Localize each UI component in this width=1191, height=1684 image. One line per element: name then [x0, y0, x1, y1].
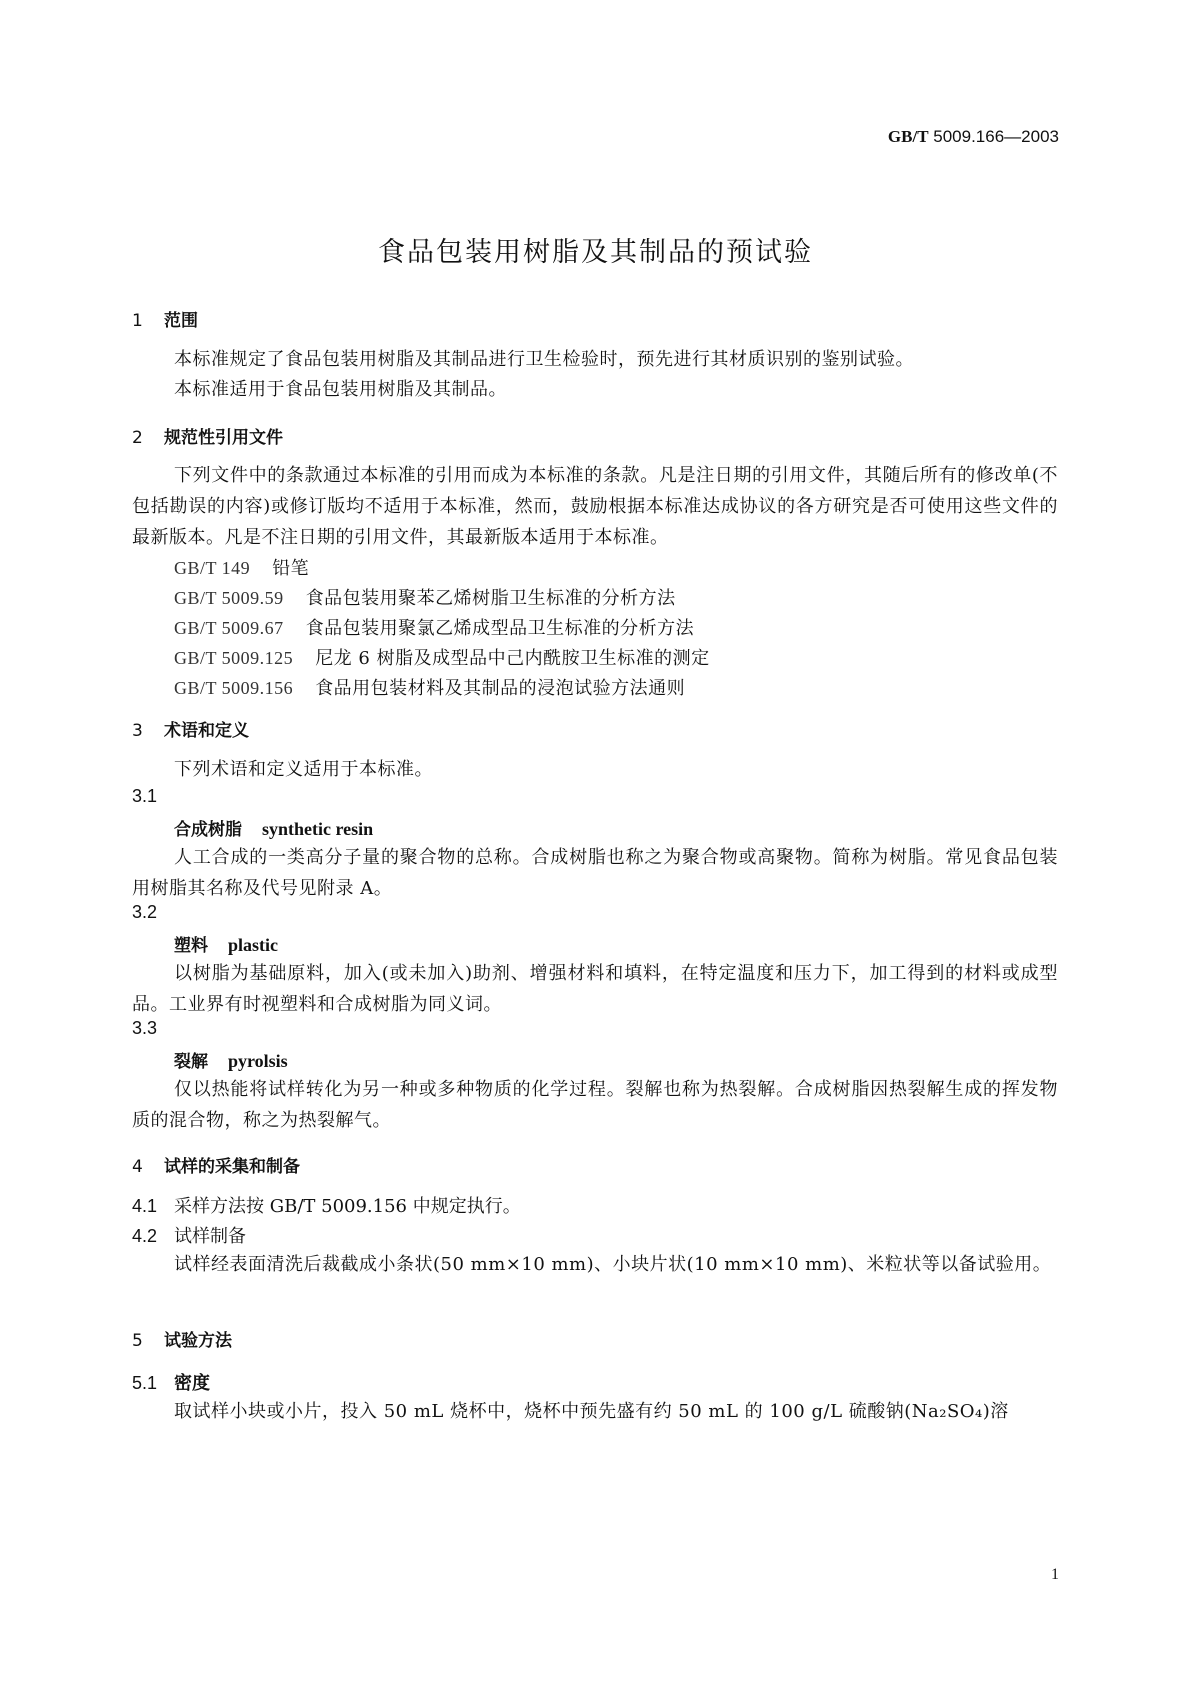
standard-code: GB/T 5009.166—2003 [887, 127, 1059, 146]
term-definition: 人工合成的一类高分子量的聚合物的总称。合成树脂也称之为聚合物或高聚物。简称为树脂。常见食品包装用树脂其名称及代号见附录 A。 [132, 847, 1058, 899]
reference-item: GB/T 5009.59 食品包装用聚苯乙烯树脂卫生标准的分析方法 [174, 588, 676, 609]
page-number: 1 [1051, 1566, 1059, 1583]
section-heading: 4 试样的采集和制备 [132, 1157, 300, 1177]
section-heading: 5 试验方法 [132, 1331, 232, 1351]
paragraph: 下列文件中的条款通过本标准的引用而成为本标准的条款。凡是注日期的引用文件，其随后所有的修改单(不包括勘误的内容)或修订版均不适用于本标准，然而，鼓励根据本标准达成协议的各方研究是否可使用这些文件的最新版本。凡是不注日期的引用文件，其最新版本适用于本标准。 [132, 465, 1058, 548]
term-number: 3.2 [132, 902, 158, 922]
section-heading: 1 范围 [132, 311, 198, 331]
paragraph: 本标准规定了食品包装用树脂及其制品进行卫生检验时，预先进行其材质识别的鉴别试验。 [174, 349, 914, 370]
paragraph: 试样经表面清洗后裁截成小条状(50 mm×10 mm)、小块片状(10 mm×10 mm)、米粒状等以备试验用。 [174, 1254, 1052, 1275]
term-heading: 合成树脂 synthetic resin [174, 819, 374, 840]
paragraph: 下列术语和定义适用于本标准。 [174, 759, 433, 780]
subsection: 4.2 试样制备 [132, 1226, 246, 1247]
term-definition: 以树脂为基础原料，加入(或未加入)助剂、增强材料和填料，在特定温度和压力下，加工得到的材料或成型品。工业界有时视塑料和合成树脂为同义词。 [132, 963, 1058, 1015]
reference-item: GB/T 5009.125 尼龙 6 树脂及成型品中己内酰胺卫生标准的测定 [174, 648, 710, 669]
reference-item: GB/T 5009.156 食品用包装材料及其制品的浸泡试验方法通则 [174, 678, 686, 699]
term-heading: 塑料 plastic [174, 935, 279, 956]
subsection: 5.1 密度 [132, 1373, 210, 1394]
paragraph: 本标准适用于食品包装用树脂及其制品。 [174, 379, 507, 400]
term-number: 3.1 [132, 786, 158, 806]
section-heading: 2 规范性引用文件 [132, 428, 283, 448]
term-definition: 仅以热能将试样转化为另一种或多种物质的化学过程。裂解也称为热裂解。合成树脂因热裂解生成的挥发物质的混合物，称之为热裂解气。 [132, 1079, 1058, 1131]
reference-item: GB/T 5009.67 食品包装用聚氯乙烯成型品卫生标准的分析方法 [174, 618, 695, 639]
paragraph: 取试样小块或小片，投入 50 mL 烧杯中，烧杯中预先盛有约 50 mL 的 100 g/L 硫酸钠(Na₂SO₄)溶 [174, 1401, 1009, 1422]
term-heading: 裂解 pyrolsis [174, 1051, 288, 1072]
term-number: 3.3 [132, 1018, 158, 1038]
subsection: 4.1 采样方法按 GB/T 5009.156 中规定执行。 [132, 1196, 521, 1217]
section-heading: 3 术语和定义 [132, 721, 249, 741]
page-title: 食品包装用树脂及其制品的预试验 [378, 237, 813, 268]
reference-item: GB/T 149 铅笔 [174, 558, 310, 579]
